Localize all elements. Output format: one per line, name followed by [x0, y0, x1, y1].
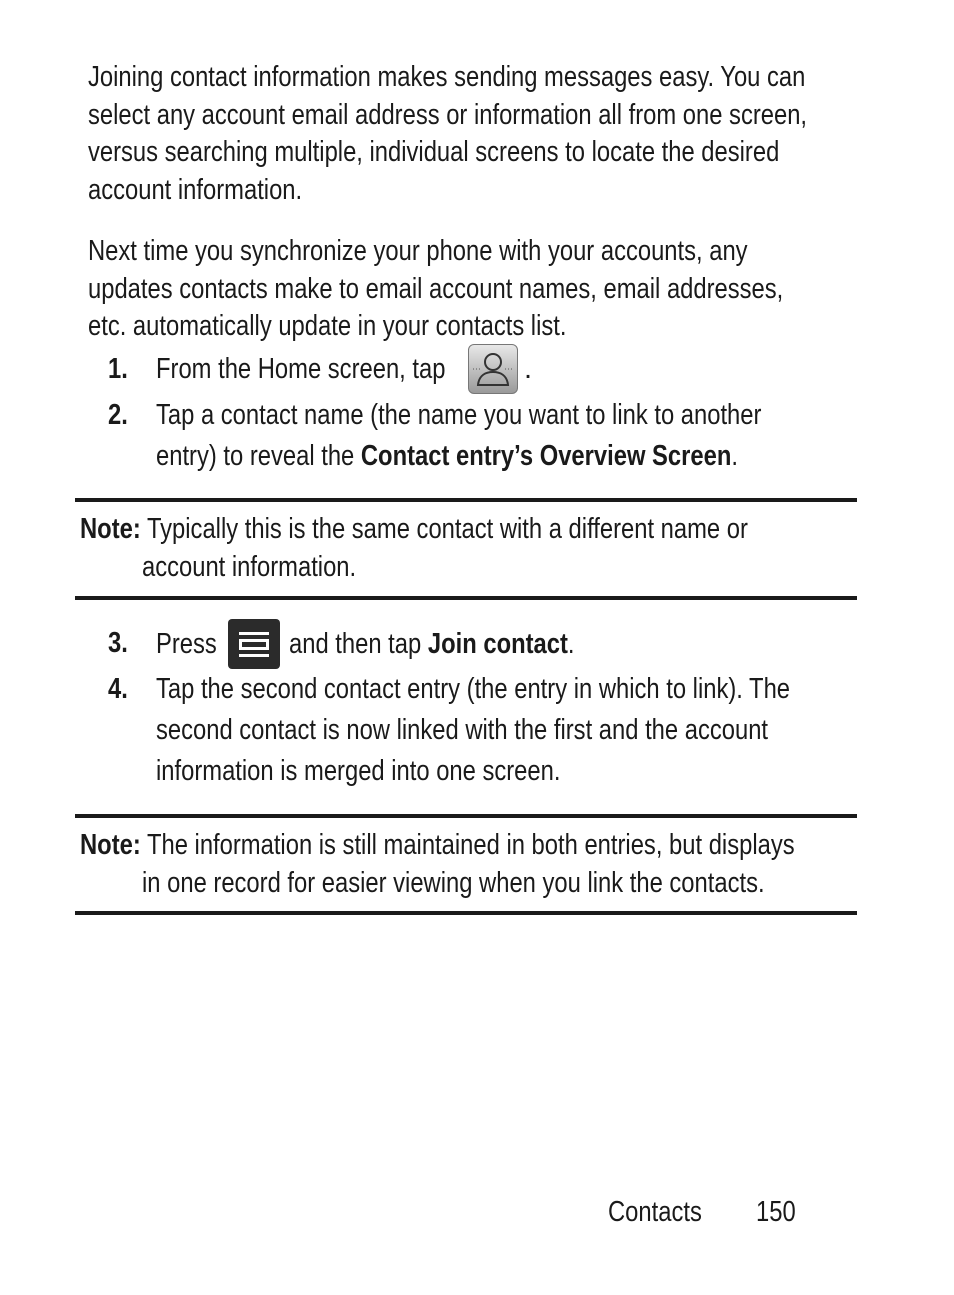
- menu-icon: [228, 619, 280, 669]
- note-label: Note:: [80, 829, 141, 861]
- step-text: and then tap: [289, 628, 428, 660]
- note-text: account information.: [142, 551, 357, 583]
- contacts-icon: [468, 344, 518, 394]
- text-line: versus searching multiple, individual screens to locate the desired: [88, 136, 780, 169]
- text-line: select any account email address or information all from one screen,: [88, 98, 808, 131]
- intro-paragraph-1: [88, 59, 954, 209]
- step-text: Tap a contact name (the name you want to link to another: [156, 399, 762, 431]
- step-number: 4.: [108, 673, 128, 705]
- note-text: The information is still maintained in both entries, but displays: [140, 829, 795, 861]
- note-text: Typically this is the same contact with a different name or: [140, 513, 748, 545]
- step-number: 1.: [108, 353, 128, 385]
- footer-section: Contacts: [608, 1196, 702, 1228]
- step-text: From the Home screen, tap: [156, 353, 446, 385]
- step-text: second contact is now linked with the first and the account: [156, 714, 769, 746]
- step-text: Press: [156, 628, 217, 660]
- ui-term: Contact entry’s Overview Screen: [360, 440, 732, 472]
- divider: [75, 596, 857, 600]
- step-text: entry) to reveal the Contact entry’s Overview Screen.: [156, 440, 738, 472]
- text-line: Joining contact information makes sending messages easy. You can: [88, 61, 806, 93]
- note-1: [80, 510, 895, 586]
- page-number: 150: [756, 1196, 796, 1228]
- step-text: Tap the second contact entry (the entry in which to link). The: [156, 673, 791, 705]
- ui-term: Join contact: [427, 628, 568, 660]
- note-2: [80, 826, 951, 902]
- step-text: information is merged into one screen.: [156, 755, 561, 787]
- intro-paragraph-2: [88, 233, 954, 346]
- text-line: Next time you synchronize your phone with your accounts, any: [88, 235, 748, 267]
- text-line: account information.: [88, 173, 303, 206]
- note-text: in one record for easier viewing when you link the contacts.: [142, 867, 765, 899]
- step-number: 2.: [108, 399, 128, 431]
- note-label: Note:: [80, 513, 141, 545]
- text-line: etc. automatically update in your contacts list.: [88, 310, 567, 343]
- divider: [75, 498, 857, 502]
- divider: [75, 814, 857, 818]
- step-number: 3.: [108, 627, 128, 659]
- text-line: updates contacts make to email account names, email addresses,: [88, 272, 784, 305]
- divider: [75, 911, 857, 915]
- step-text-end: .: [524, 353, 533, 385]
